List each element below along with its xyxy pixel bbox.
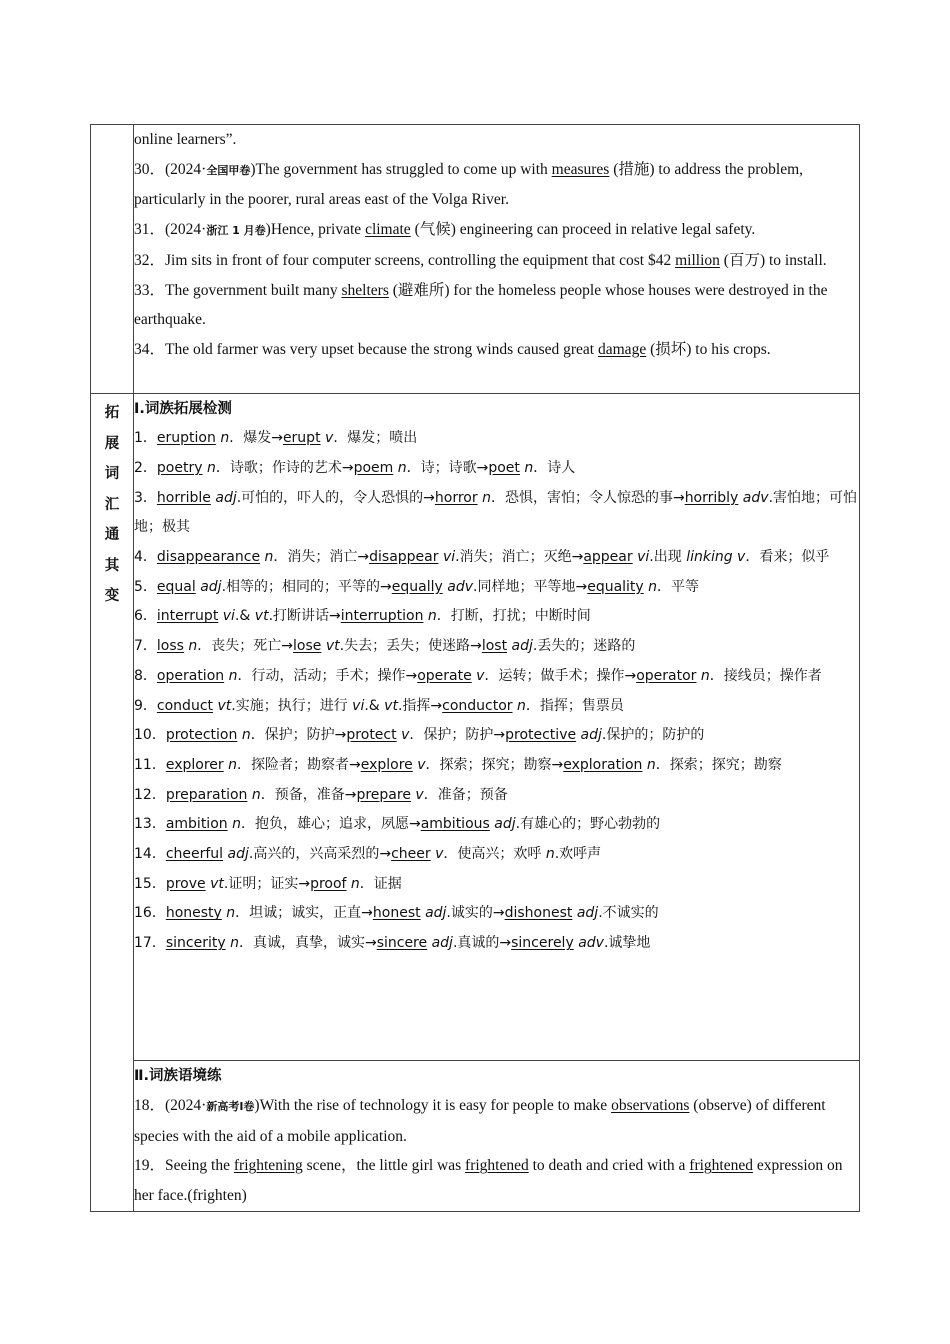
list-item: 17．sincerity n．真诚，真挚，诚实→sincere adj.真诚的→sincerely adv.诚挚地 bbox=[134, 935, 651, 952]
list-item: 11．explorer n．探险者；勘察者→explore v．探索；探究；勘察→exploration n．探索；探究；勘察 bbox=[134, 756, 782, 773]
sentence-32: 32．Jim sits in front of four computer screens, controlling the equipment that cost $42 million (百万) to install. bbox=[134, 251, 827, 269]
sentence-18: 18．(2024·新高考Ⅰ卷)With the rise of technology it is easy for people to make observations (observe) of different species with the aid of a mobile application. bbox=[134, 1096, 826, 1145]
list-item: 12．preparation n．预备，准备→prepare v．准备；预备 bbox=[134, 786, 508, 803]
part2-title: Ⅱ.词族语境练 bbox=[134, 1067, 222, 1084]
list-item: 15．prove vt.证明；证实→proof n．证据 bbox=[134, 875, 402, 892]
sentences-cell bbox=[134, 125, 860, 394]
sentence-31: 31．(2024·浙江 1 月卷)Hence, private climate (气候) engineering can proceed in relative legal safety. bbox=[134, 221, 756, 239]
list-item: 8．operation n．行动，活动；手术；操作→operate v．运转；做手术；操作→operator n．接线员；操作者 bbox=[134, 667, 822, 684]
sentence-19: 19．Seeing the frightening scene，the little girl was frightened to death and cried with a frightened expression on her face.(frighten) bbox=[134, 1157, 843, 1204]
sentence-line: online learners”. bbox=[134, 131, 237, 148]
sentence-34: 34．The old farmer was very upset because the strong winds caused great damage (损坏) to his crops. bbox=[134, 340, 771, 358]
list-item: 7．loss n．丧失；死亡→lose vt.失去；丢失；使迷路→lost adj.丢失的；迷路的 bbox=[134, 638, 636, 655]
list-item: 9．conduct vt.实施；执行；进行 vi.& vt.指挥→conductor n．指挥；售票员 bbox=[134, 697, 624, 714]
list-item: 5．equal adj.相等的；相同的；平等的→equally adv.同样地；平等地→equality n．平等 bbox=[134, 578, 700, 595]
word-family-cell bbox=[134, 394, 860, 1061]
list-item: 10．protection n．保护；防护→protect v．保护；防护→protective adj.保护的；防护的 bbox=[134, 727, 705, 744]
part1-title: I.词族拓展检测 bbox=[134, 401, 232, 418]
side-cell-empty bbox=[91, 125, 134, 394]
list-item: 2．poetry n．诗歌；作诗的艺术→poem n．诗；诗歌→poet n．诗人 bbox=[134, 459, 576, 476]
list-item: 4．disappearance n．消失；消亡→disappear vi.消失；消亡；灭绝→appear vi.出现 linking v．看来；似乎 bbox=[134, 549, 830, 566]
list-item: 13．ambition n．抱负，雄心；追求，夙愿→ambitious adj.有雄心的；野心勃勃的 bbox=[134, 816, 661, 833]
section-label: 拓 展 词 汇 通 其 变 bbox=[104, 405, 120, 605]
sentence-30: 30．(2024·全国甲卷)The government has struggled to come up with measures (措施) to address the problem, particularly in the poorer, rural areas east of the Volga River. bbox=[134, 160, 804, 209]
list-item: 6．interrupt vi.& vt.打断讲话→interruption n．打断，打扰；中断时间 bbox=[134, 608, 591, 625]
list-item: 1．eruption n．爆发→erupt v．爆发；喷出 bbox=[134, 430, 418, 447]
list-item: 16．honesty n．坦诚；诚实，正直→honest adj.诚实的→dishonest adj.不诚实的 bbox=[134, 905, 659, 922]
side-label-cell bbox=[91, 394, 134, 1212]
context-practice-cell bbox=[134, 1060, 860, 1211]
worksheet-table bbox=[90, 124, 860, 1212]
list-item: 14．cheerful adj.高兴的，兴高采烈的→cheer v．使高兴；欢呼 n.欢呼声 bbox=[134, 846, 602, 863]
list-item: 3．horrible adj.可怕的，吓人的，令人恐惧的→horror n．恐惧，害怕；令人惊恐的事→horribly adv.害怕地；可怕地；极其 bbox=[134, 489, 858, 536]
sentence-33: 33．The government built many shelters (避难所) for the homeless people whose houses were destroyed in the earthquake. bbox=[134, 281, 828, 329]
